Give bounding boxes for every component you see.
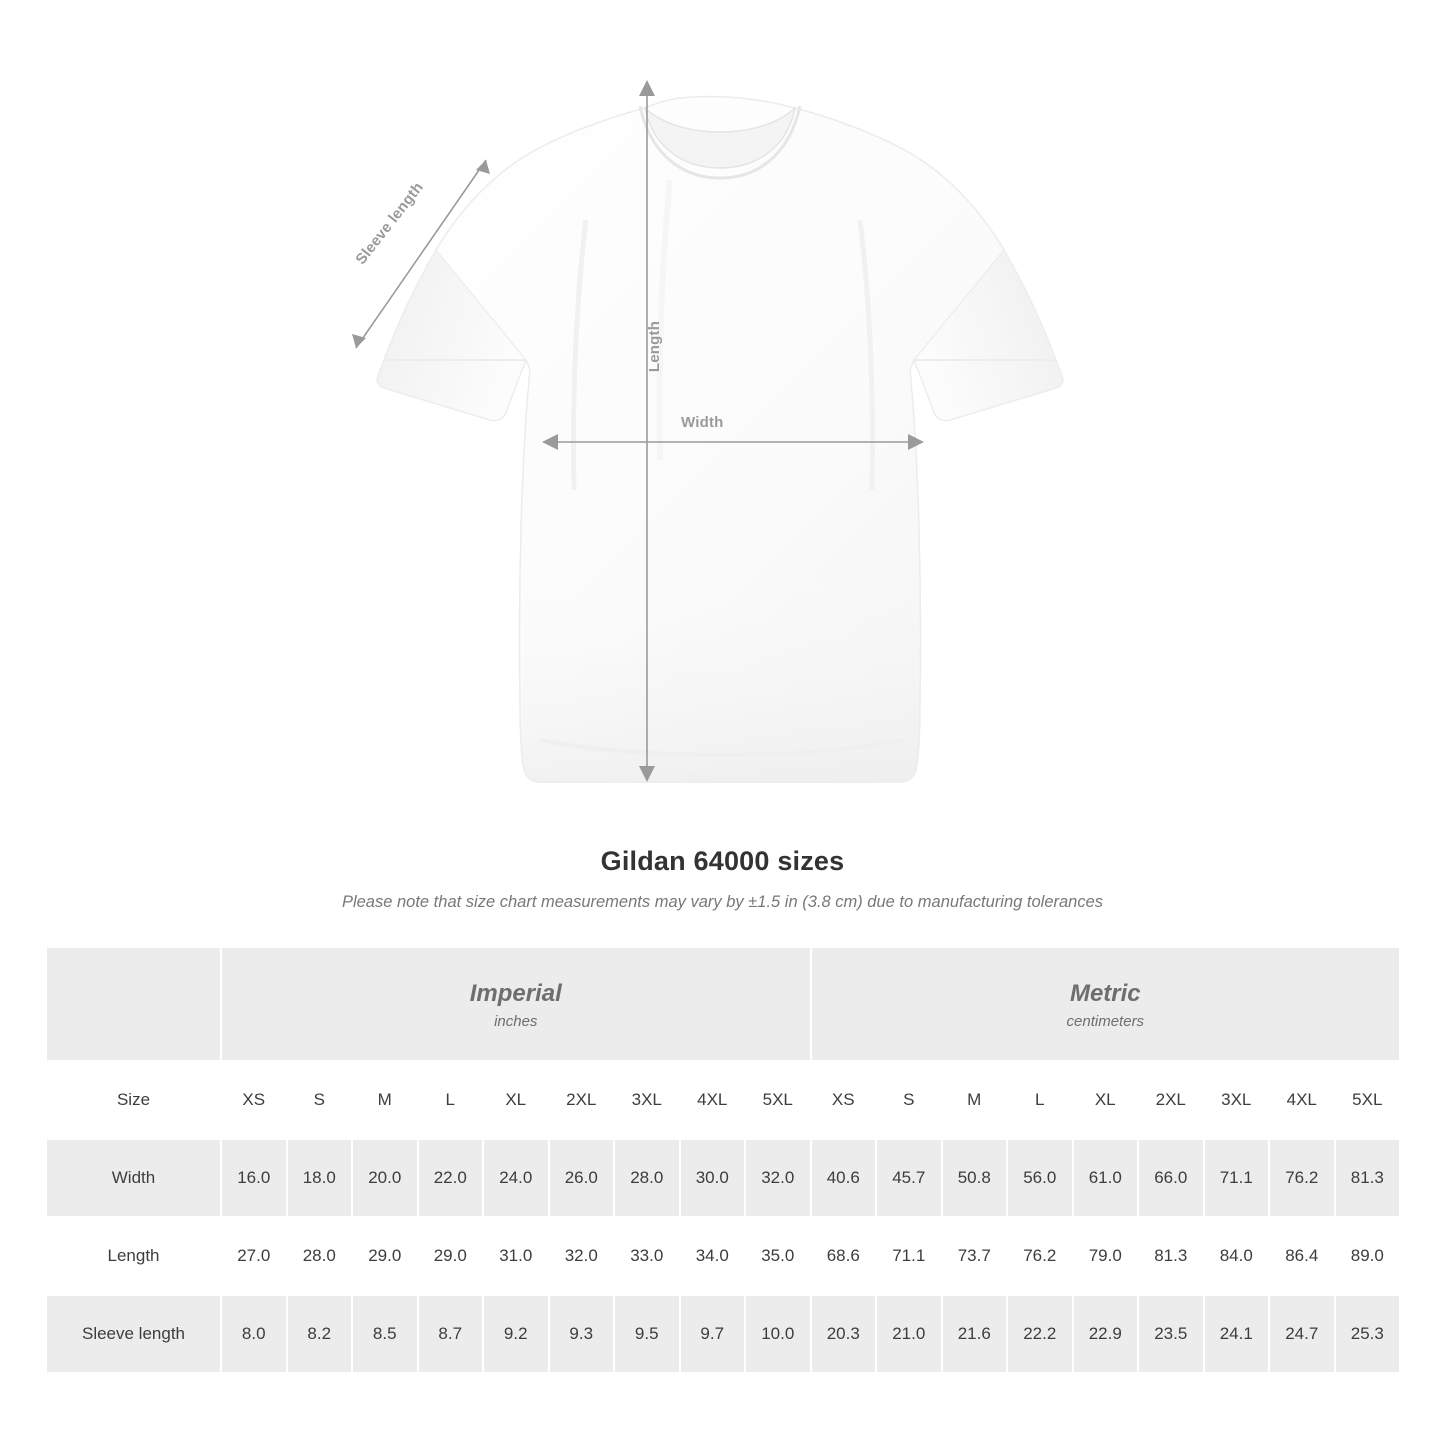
value-cell: 73.7 xyxy=(942,1217,1008,1295)
size-row-label: Size xyxy=(46,1061,221,1139)
table-row xyxy=(46,1295,1400,1373)
value-cell: 21.6 xyxy=(942,1295,1008,1373)
value-cell: 8.0 xyxy=(221,1295,287,1373)
value-cell: 32.0 xyxy=(549,1217,615,1295)
value-cell: 22.9 xyxy=(1073,1295,1139,1373)
value-cell: 9.3 xyxy=(549,1295,615,1373)
value-cell: 8.7 xyxy=(418,1295,484,1373)
value-cell: 68.6 xyxy=(811,1217,877,1295)
size-cell: 3XL xyxy=(614,1061,680,1139)
size-cell: XS xyxy=(221,1061,287,1139)
value-cell: 45.7 xyxy=(876,1139,942,1217)
size-cell: M xyxy=(352,1061,418,1139)
value-cell: 8.5 xyxy=(352,1295,418,1373)
row-label-length: Length xyxy=(46,1217,221,1295)
unit-sub-metric: centimeters xyxy=(1066,1012,1145,1030)
length-label: Length xyxy=(646,320,664,373)
size-cell: M xyxy=(942,1061,1008,1139)
size-table-wrap xyxy=(45,946,1400,1374)
value-cell: 10.0 xyxy=(745,1295,811,1373)
value-cell: 86.4 xyxy=(1269,1217,1335,1295)
size-cell: 5XL xyxy=(745,1061,811,1139)
unit-name-imperial: Imperial xyxy=(469,979,562,1007)
value-cell: 71.1 xyxy=(1204,1139,1270,1217)
value-cell: 30.0 xyxy=(680,1139,746,1217)
value-cell: 28.0 xyxy=(287,1217,353,1295)
page-title: Gildan 64000 sizes xyxy=(600,846,845,876)
size-cell: XL xyxy=(1073,1061,1139,1139)
value-cell: 33.0 xyxy=(614,1217,680,1295)
value-cell: 21.0 xyxy=(876,1295,942,1373)
value-cell: 8.2 xyxy=(287,1295,353,1373)
row-label-sleeve-length: Sleeve length xyxy=(46,1295,221,1373)
value-cell: 40.6 xyxy=(811,1139,877,1217)
value-cell: 50.8 xyxy=(942,1139,1008,1217)
value-cell: 24.7 xyxy=(1269,1295,1335,1373)
unit-header-spacer xyxy=(46,947,221,1061)
table-row xyxy=(46,1217,1400,1295)
value-cell: 16.0 xyxy=(221,1139,287,1217)
value-cell: 9.7 xyxy=(680,1295,746,1373)
value-cell: 56.0 xyxy=(1007,1139,1073,1217)
unit-sub-imperial: inches xyxy=(494,1012,538,1030)
value-cell: 18.0 xyxy=(287,1139,353,1217)
width-label: Width xyxy=(681,414,724,431)
value-cell: 66.0 xyxy=(1138,1139,1204,1217)
value-cell: 29.0 xyxy=(352,1217,418,1295)
value-cell: 9.2 xyxy=(483,1295,549,1373)
value-cell: 9.5 xyxy=(614,1295,680,1373)
unit-name-metric: Metric xyxy=(1069,979,1141,1007)
sleeve-length-label: Sleeve length xyxy=(352,179,427,268)
value-cell: 26.0 xyxy=(549,1139,615,1217)
size-cell: 3XL xyxy=(1204,1061,1270,1139)
size-cell: 2XL xyxy=(549,1061,615,1139)
value-cell: 76.2 xyxy=(1007,1217,1073,1295)
value-cell: 35.0 xyxy=(745,1217,811,1295)
value-cell: 32.0 xyxy=(745,1139,811,1217)
row-label-width: Width xyxy=(46,1139,221,1217)
size-cell: 4XL xyxy=(1269,1061,1335,1139)
size-cell: XS xyxy=(811,1061,877,1139)
value-cell: 29.0 xyxy=(418,1217,484,1295)
value-cell: 31.0 xyxy=(483,1217,549,1295)
value-cell: 79.0 xyxy=(1073,1217,1139,1295)
unit-header-imperial xyxy=(221,947,811,1061)
size-cell: 2XL xyxy=(1138,1061,1204,1139)
unit-header-metric xyxy=(811,947,1401,1061)
value-cell: 24.0 xyxy=(483,1139,549,1217)
table-row xyxy=(46,1139,1400,1217)
size-table xyxy=(45,946,1401,1374)
value-cell: 24.1 xyxy=(1204,1295,1270,1373)
value-cell: 23.5 xyxy=(1138,1295,1204,1373)
value-cell: 84.0 xyxy=(1204,1217,1270,1295)
value-cell: 25.3 xyxy=(1335,1295,1401,1373)
value-cell: 76.2 xyxy=(1269,1139,1335,1217)
value-cell: 81.3 xyxy=(1335,1139,1401,1217)
value-cell: 34.0 xyxy=(680,1217,746,1295)
size-cell: L xyxy=(418,1061,484,1139)
value-cell: 81.3 xyxy=(1138,1217,1204,1295)
value-cell: 71.1 xyxy=(876,1217,942,1295)
size-cell: S xyxy=(287,1061,353,1139)
value-cell: 20.0 xyxy=(352,1139,418,1217)
value-cell: 22.2 xyxy=(1007,1295,1073,1373)
value-cell: 61.0 xyxy=(1073,1139,1139,1217)
size-cell: 5XL xyxy=(1335,1061,1401,1139)
size-cell: 4XL xyxy=(680,1061,746,1139)
title-block xyxy=(0,846,1445,912)
size-cell: S xyxy=(876,1061,942,1139)
size-header-row xyxy=(46,1061,1400,1139)
value-cell: 22.0 xyxy=(418,1139,484,1217)
value-cell: 89.0 xyxy=(1335,1217,1401,1295)
value-cell: 27.0 xyxy=(221,1217,287,1295)
size-cell: XL xyxy=(483,1061,549,1139)
size-cell: L xyxy=(1007,1061,1073,1139)
value-cell: 28.0 xyxy=(614,1139,680,1217)
unit-header-row xyxy=(46,947,1400,1061)
tolerance-note: Please note that size chart measurements may vary by ±1.5 in (3.8 cm) due to manufacturing tolerances xyxy=(341,893,1104,911)
value-cell: 20.3 xyxy=(811,1295,877,1373)
